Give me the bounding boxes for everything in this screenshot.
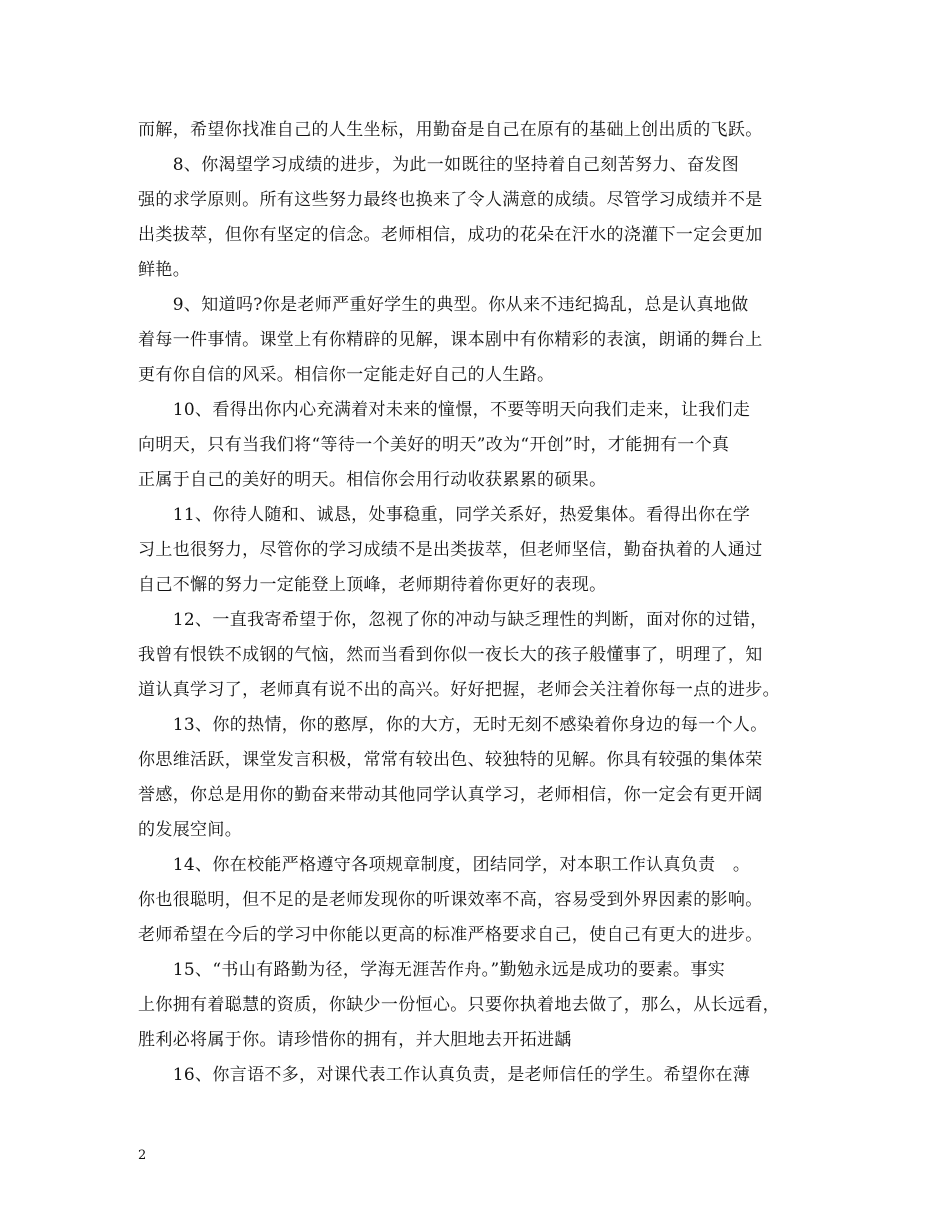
text-line: 15、“书山有路勤为径，学海无涯苦作舟。”勤勉永远是成功的要素。事实 [138, 960, 726, 980]
text-line: 16、你言语不多，对课代表工作认真负责，是老师信任的学生。希望你在薄 [138, 1065, 751, 1085]
text-line: 8、你渴望学习成绩的进步，为此一如既往的坚持着自己刻苦努力、奋发图 [138, 155, 740, 175]
text-line: 正属于自己的美好的明天。相信你会用行动收获累累的硕果。 [138, 470, 607, 490]
text-line: 9、知道吗?你是老师严重好学生的典型。你从来不违纪捣乱，总是认真地做 [138, 295, 749, 315]
page-number: 2 [138, 1148, 147, 1163]
text-line: 你也很聪明，但不足的是老师发现你的听课效率不高，容易受到外界因素的影响。 [138, 890, 763, 910]
text-line: 道认真学习了，老师真有说不出的高兴。好好把握，老师会关注着你每一点的进步。 [138, 680, 780, 700]
text-line: 誉感，你总是用你的勤奋来带动其他同学认真学习，老师相信，你一定会有更开阔 [138, 785, 763, 805]
text-line: 习上也很努力，尽管你的学习成绩不是出类拔萃，但老师坚信，勤奋执着的人通过 [138, 540, 763, 560]
text-line: 自己不懈的努力一定能登上顶峰，老师期待着你更好的表现。 [138, 575, 607, 595]
text-line: 着每一件事情。课堂上有你精辟的见解，课本剧中有你精彩的表演，朗诵的舞台上 [138, 330, 763, 350]
text-line: 胜利必将属于你。请珍惜你的拥有，并大胆地去开拓进龋 [138, 1030, 572, 1050]
text-line: 而解，希望你找准自己的人生坐标，用勤奋是自己在原有的基础上创出质的飞跃。 [138, 120, 763, 140]
text-line: 10、看得出你内心充满着对未来的憧憬，不要等明天向我们走来，让我们走 [138, 400, 751, 420]
text-line: 你思维活跃，课堂发言积极，常常有较出色、较独特的见解。你具有较强的集体荣 [138, 750, 763, 770]
text-line: 更有你自信的风采。相信你一定能走好自己的人生路。 [138, 365, 555, 385]
text-line: 上你拥有着聪慧的资质，你缺少一份恒心。只要你执着地去做了，那么，从长远看， [138, 995, 780, 1015]
text-line: 鲜艳。 [138, 260, 191, 280]
text-line: 12、一直我寄希望于你，忽视了你的冲动与缺乏理性的判断，面对你的过错， [138, 610, 768, 630]
text-line: 的发展空间。 [138, 820, 243, 840]
text-line: 14、你在校能严格遵守各项规章制度，团结同学，对本职工作认真负责 。 [138, 855, 751, 875]
text-line: 老师希望在今后的学习中你能以更高的标准严格要求自己，使自己有更大的进步。 [138, 925, 763, 945]
text-line: 11、你待人随和、诚恳，处事稳重，同学关系好，热爱集体。看得出你在学 [138, 505, 751, 525]
text-line: 我曾有恨铁不成钢的气恼，然而当看到你似一夜长大的孩子般懂事了，明理了，知 [138, 645, 763, 665]
text-line: 出类拔萃，但你有坚定的信念。老师相信，成功的花朵在汗水的浇灌下一定会更加 [138, 225, 763, 245]
text-line: 向明天，只有当我们将“等待一个美好的明天”改为“开创”时，才能拥有一个真 [138, 435, 730, 455]
text-line: 13、你的热情，你的憨厚，你的大方，无时无刻不感染着你身边的每一个人。 [138, 715, 768, 735]
text-line: 强的求学原则。所有这些努力最终也换来了令人满意的成绩。尽管学习成绩并不是 [138, 190, 763, 210]
